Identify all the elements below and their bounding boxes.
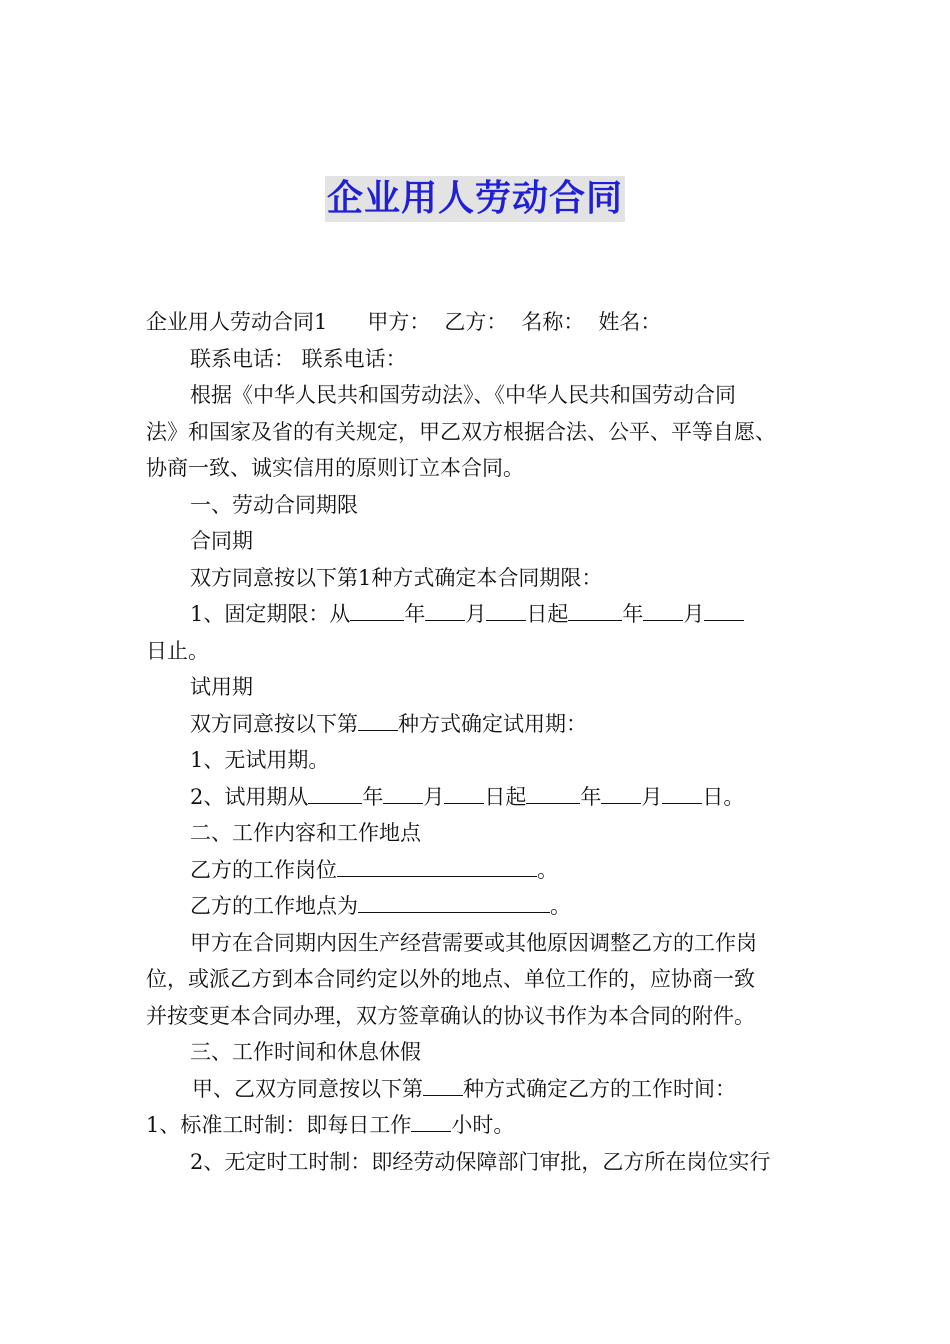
probation-label: 2、试用期从 xyxy=(190,784,309,809)
standard-hours-label: 1、标准工时制：即每日工作 xyxy=(146,1113,412,1137)
month-label: 月 xyxy=(465,602,487,626)
blank-field xyxy=(444,783,484,804)
work-post-line xyxy=(146,852,810,889)
document-title: 企业用人劳动合同 xyxy=(325,176,625,222)
header-line xyxy=(146,304,810,341)
blank-field xyxy=(526,783,580,804)
phone-line: 联系电话： 联系电话： xyxy=(190,346,407,371)
adjust-line-3: 并按变更本合同办理，双方签章确认的协议书作为本合同的附件。 xyxy=(146,1003,755,1028)
blank-field xyxy=(350,600,404,621)
person-name-label: 姓名： xyxy=(598,310,662,334)
work-place-label: 乙方的工作地点为 xyxy=(190,894,358,918)
probation-heading: 试用期 xyxy=(190,675,253,699)
fixed-term-label: 1、固定期限：从 xyxy=(190,602,351,626)
work-post-label: 乙方的工作岗位 xyxy=(190,857,337,882)
probation-choice-b: 种方式确定试用期： xyxy=(398,711,587,736)
month-label: 月 xyxy=(641,784,663,809)
probation-line xyxy=(146,779,810,816)
contract-body xyxy=(146,304,810,1180)
blank-field xyxy=(358,710,398,731)
fixed-term-end: 日止。 xyxy=(146,638,209,663)
section-2-heading: 二、工作内容和工作地点 xyxy=(190,821,421,845)
blank-field xyxy=(308,783,362,804)
day-from-label: 日起 xyxy=(526,602,569,626)
blank-field xyxy=(662,783,702,804)
period: 。 xyxy=(550,894,571,918)
company-name-label: 名称： xyxy=(521,310,585,334)
party-b-label: 乙方： xyxy=(444,310,508,334)
blank-field xyxy=(704,600,744,621)
contract-number: 企业用人劳动合同1 xyxy=(146,310,328,334)
probation-choice xyxy=(146,706,810,743)
adjust-line-2: 位，或派乙方到本合同约定以外的地点、单位工作的，应协商一致 xyxy=(146,967,755,991)
party-a-label: 甲方： xyxy=(367,310,431,334)
basis-line-2: 法》和国家及省的有关规定，甲乙双方根据合法、公平、平等自愿、 xyxy=(146,419,776,444)
blank-field xyxy=(423,1075,463,1096)
basis-line-1: 根据《中华人民共和国劳动法》、《中华人民共和国劳动合同 xyxy=(190,383,736,407)
section-3-heading: 三、工作时间和休息休假 xyxy=(190,1040,421,1064)
fixed-term-line xyxy=(146,596,810,633)
standard-hours-line xyxy=(146,1107,810,1144)
adjust-line-1: 甲方在合同期内因生产经营需要或其他原因调整乙方的工作岗 xyxy=(190,930,757,955)
probation-choice-a: 双方同意按以下第 xyxy=(190,711,358,736)
title-area xyxy=(0,176,950,222)
term-choice: 双方同意按以下第1种方式确定本合同期限： xyxy=(190,565,603,590)
year-label: 年 xyxy=(362,784,384,809)
period: 。 xyxy=(537,857,558,882)
month-label: 月 xyxy=(423,784,445,809)
basis-line-3: 协商一致、诚实信用的原则订立本合同。 xyxy=(146,456,524,480)
flexible-hours-line: 2、无定时工时制：即经劳动保障部门审批，乙方所在岗位实行 xyxy=(190,1149,771,1174)
year-label: 年 xyxy=(622,602,644,626)
year-label: 年 xyxy=(404,602,426,626)
blank-field xyxy=(337,856,537,877)
work-place-line xyxy=(146,888,810,925)
blank-field xyxy=(383,783,423,804)
work-time-choice-a: 甲、乙双方同意按以下第 xyxy=(192,1076,423,1101)
hours-label: 小时。 xyxy=(451,1113,515,1137)
blank-field xyxy=(358,892,550,913)
blank-field xyxy=(601,783,641,804)
term-heading: 合同期 xyxy=(190,529,253,553)
no-probation: 1、无试用期。 xyxy=(190,748,330,772)
blank-field xyxy=(643,600,683,621)
day-end-label: 日。 xyxy=(702,784,745,809)
year-label: 年 xyxy=(580,784,602,809)
work-time-choice xyxy=(146,1071,810,1108)
blank-field xyxy=(411,1111,451,1132)
blank-field xyxy=(486,600,526,621)
blank-field xyxy=(568,600,622,621)
work-time-choice-b: 种方式确定乙方的工作时间： xyxy=(463,1076,736,1101)
month-label: 月 xyxy=(683,602,705,626)
blank-field xyxy=(425,600,465,621)
section-1-heading: 一、劳动合同期限 xyxy=(190,492,358,517)
day-from-label: 日起 xyxy=(484,784,527,809)
